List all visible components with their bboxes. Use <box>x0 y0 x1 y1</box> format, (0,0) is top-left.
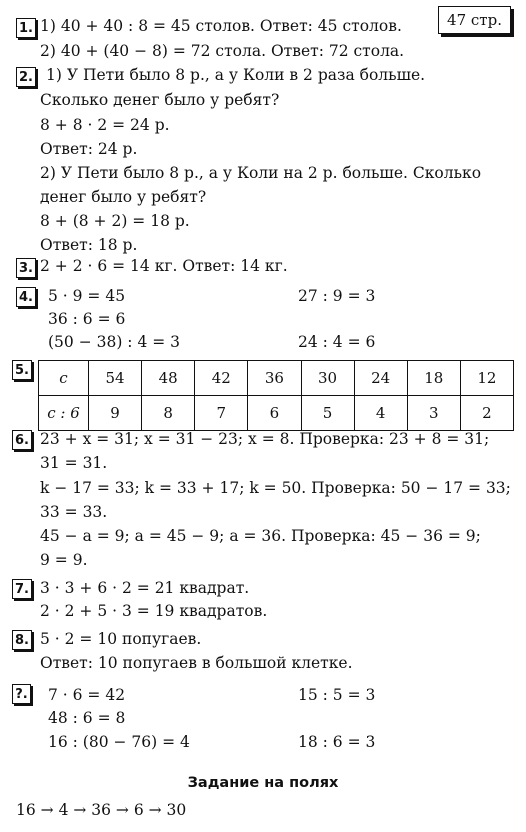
table-row <box>39 396 514 431</box>
task-number-1: 1. <box>16 18 36 38</box>
table-cell: 30 <box>301 361 354 396</box>
task-1-line-1: 1) 40 + 40 : 8 = 45 столов. Ответ: 45 столов. <box>40 17 402 35</box>
task-bonus-left-2: 48 : 6 = 8 <box>48 709 126 727</box>
task-6-line-4: 33 = 33. <box>40 503 108 521</box>
table-cell: 12 <box>460 361 513 396</box>
table-cell: 7 <box>195 396 248 431</box>
task-2-line-7: 8 + (8 + 2) = 18 р. <box>40 212 190 230</box>
task-2-line-6: денег было у ребят? <box>40 188 207 206</box>
task-bonus-right-2: 18 : 6 = 3 <box>298 733 376 751</box>
table-cell: 9 <box>89 396 142 431</box>
task-6-line-2: 31 = 31. <box>40 454 108 472</box>
table-header-cell: c : 6 <box>39 396 89 431</box>
task-2-line-3: 8 + 8 · 2 = 24 р. <box>40 116 170 134</box>
task-number-7: 7. <box>12 579 32 599</box>
task-number-4: 4. <box>16 287 36 307</box>
table-cell: 36 <box>248 361 301 396</box>
task-6-line-1: 23 + x = 31; x = 31 − 23; x = 8. Проверка: 23 + 8 = 31; <box>40 430 490 448</box>
task-6-line-5: 45 − a = 9; a = 45 − 9; a = 36. Проверка: 45 − 36 = 9; <box>40 527 481 545</box>
table-cell: 5 <box>301 396 354 431</box>
task-3-line-1: 2 + 2 · 6 = 14 кг. Ответ: 14 кг. <box>40 257 288 275</box>
task-5-table <box>38 360 514 431</box>
task-bonus-right-1: 15 : 5 = 3 <box>298 686 376 704</box>
task-6-line-3: k − 17 = 33; k = 33 + 17; k = 50. Проверка: 50 − 17 = 33; <box>40 479 511 497</box>
table-cell: 6 <box>248 396 301 431</box>
task-4-right-2: 24 : 4 = 6 <box>298 333 376 351</box>
table-cell: 42 <box>195 361 248 396</box>
task-number-5: 5. <box>12 360 32 380</box>
task-7-line-2: 2 · 2 + 5 · 3 = 19 квадратов. <box>40 602 268 620</box>
task-bonus-left-3: 16 : (80 − 76) = 4 <box>48 733 190 751</box>
task-2-line-8: Ответ: 18 р. <box>40 236 138 254</box>
task-number-bonus: ?. <box>12 684 31 704</box>
table-cell: 8 <box>142 396 195 431</box>
task-number-8: 8. <box>12 630 32 650</box>
table-row <box>39 361 514 396</box>
page-label: 47 стр. <box>438 6 511 34</box>
task-4-left-1: 5 · 9 = 45 <box>48 287 126 305</box>
task-4-left-3: (50 − 38) : 4 = 3 <box>48 333 181 351</box>
task-bonus-left-1: 7 · 6 = 42 <box>48 686 126 704</box>
task-6-line-6: 9 = 9. <box>40 551 88 569</box>
task-number-3: 3. <box>16 258 36 278</box>
table-cell: 24 <box>354 361 407 396</box>
table-header-cell: c <box>39 361 89 396</box>
task-4-right-1: 27 : 9 = 3 <box>298 287 376 305</box>
task-1-line-2: 2) 40 + (40 − 8) = 72 стола. Ответ: 72 стола. <box>40 42 405 60</box>
table-cell: 18 <box>407 361 460 396</box>
table-cell: 48 <box>142 361 195 396</box>
task-number-2: 2. <box>16 67 36 87</box>
task-8-line-2: Ответ: 10 попугаев в большой клетке. <box>40 654 353 672</box>
margin-task-chain: 16 → 4 → 36 → 6 → 30 <box>16 801 187 819</box>
task-number-6: 6. <box>12 430 32 450</box>
table-cell: 4 <box>354 396 407 431</box>
task-2-line-5: 2) У Пети было 8 р., а у Коли на 2 р. больше. Сколько <box>40 164 482 182</box>
table-cell: 54 <box>89 361 142 396</box>
task-7-line-1: 3 · 3 + 6 · 2 = 21 квадрат. <box>40 579 250 597</box>
task-2-line-4: Ответ: 24 р. <box>40 140 138 158</box>
task-4-left-2: 36 : 6 = 6 <box>48 310 126 328</box>
task-2-line-1: 1) У Пети было 8 р., а у Коли в 2 раза больше. <box>46 66 426 84</box>
task-8-line-1: 5 · 2 = 10 попугаев. <box>40 630 202 648</box>
table-cell: 3 <box>407 396 460 431</box>
margin-task-heading: Задание на полях <box>187 775 339 791</box>
table-cell: 2 <box>460 396 513 431</box>
task-2-line-2: Сколько денег было у ребят? <box>40 91 280 109</box>
